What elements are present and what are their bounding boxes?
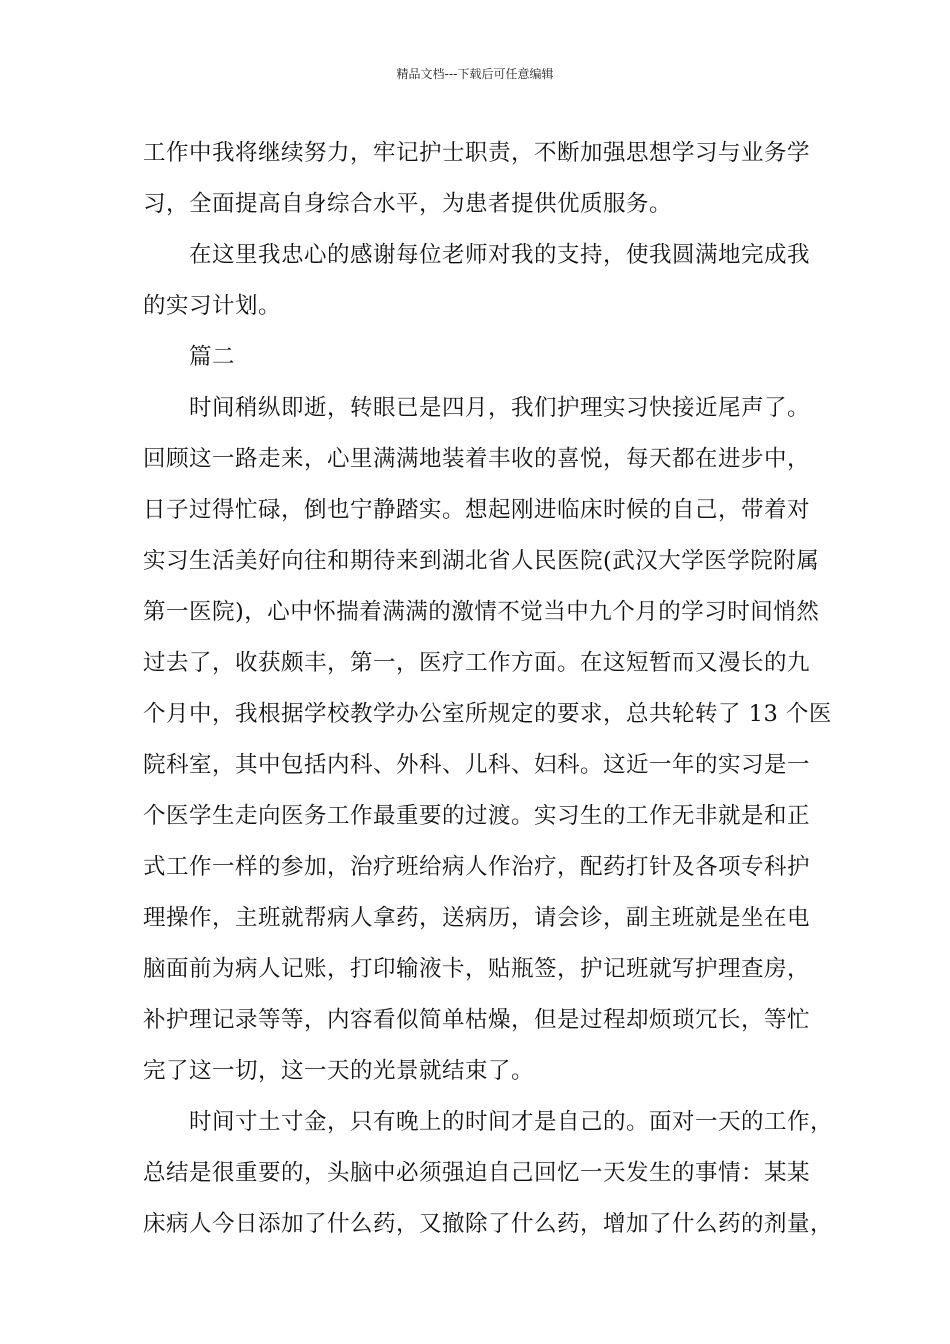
text-line: 日子过得忙碌，倒也宁静踏实。想起刚进临床时候的自己，带着对 xyxy=(143,497,811,523)
text-line: 过去了，收获颇丰，第一，医疗工作方面。在这短暂而又漫长的九 xyxy=(143,650,811,676)
text-line: 习，全面提高自身综合水平，为患者提供优质服务。 xyxy=(143,191,673,217)
text-line: 个月中，我根据学校教学办公室所规定的要求，总共轮转了 13 个医 xyxy=(143,701,832,727)
text-line: 第一医院)，心中怀揣着满满的激情不觉当中九个月的学习时间悄然 xyxy=(143,599,820,625)
text-line: 理操作，主班就帮病人拿药，送病历，请会诊，副主班就是坐在电 xyxy=(143,905,811,931)
text-line: 床病人今日添加了什么药，又撤除了什么药，增加了什么药的剂量， xyxy=(143,1211,834,1237)
text-line: 的实习计划。 xyxy=(143,293,282,319)
text-line: 脑面前为病人记账，打印输液卡，贴瓶签，护记班就写护理查房， xyxy=(143,956,811,982)
text-line: 补护理记录等等，内容看似简单枯燥，但是过程却烦琐冗长，等忙 xyxy=(143,1007,811,1033)
text-line: 个医学生走向医务工作最重要的过渡。实习生的工作无非就是和正 xyxy=(143,803,811,829)
text-line: 时间稍纵即逝，转眼已是四月，我们护理实习快接近尾声了。 xyxy=(189,395,811,421)
text-line: 回顾这一路走来，心里满满地装着丰收的喜悦，每天都在进步中， xyxy=(143,446,811,472)
text-line: 院科室，其中包括内科、外科、儿科、妇科。这近一年的实习是一 xyxy=(143,752,811,778)
text-line: 时间寸土寸金，只有晚上的时间才是自己的。面对一天的工作， xyxy=(189,1109,834,1135)
text-line: 工作中我将继续努力，牢记护士职责，不断加强思想学习与业务学 xyxy=(143,140,811,166)
document-body xyxy=(143,128,838,1250)
text-line: 总结是很重要的，头脑中必须强迫自己回忆一天发生的事情：某某 xyxy=(143,1160,811,1186)
text-line: 完了这一切，这一天的光景就结束了。 xyxy=(143,1058,535,1084)
text-line: 实习生活美好向往和期待来到湖北省人民医院(武汉大学医学院附属 xyxy=(143,548,820,574)
page-header: 精品文档---下载后可任意编辑 xyxy=(396,67,554,81)
text-line: 篇二 xyxy=(189,344,236,370)
text-line: 式工作一样的参加，治疗班给病人作治疗，配药打针及各项专科护 xyxy=(143,854,811,880)
text-line: 在这里我忠心的感谢每位老师对我的支持，使我圆满地完成我 xyxy=(189,242,811,268)
